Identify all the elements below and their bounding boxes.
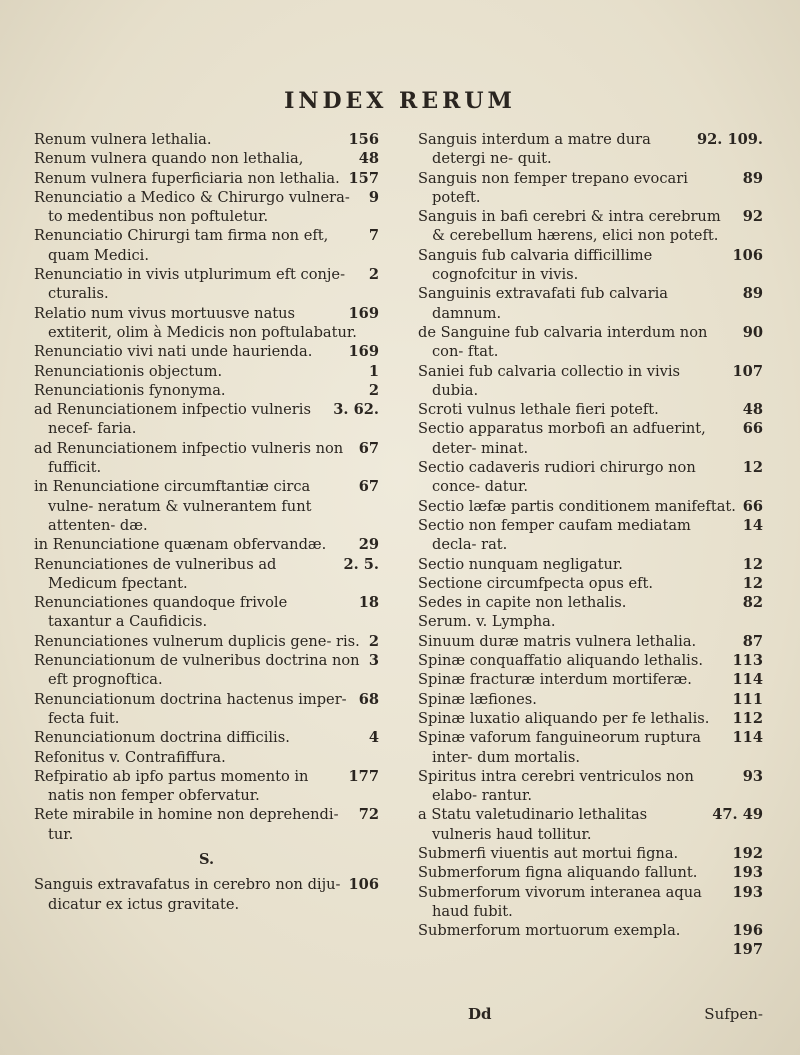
- index-entry: [34, 188, 379, 227]
- index-entry: [34, 304, 379, 343]
- page-ref: 12: [742, 459, 763, 477]
- index-entry: [418, 207, 763, 246]
- entry-text: de Sanguine fub calvaria interdum non con- ftat.: [418, 323, 708, 361]
- entry-text: Renunciationum doctrina hactenus imper- fecta fuit.: [34, 690, 347, 727]
- index-entry: [34, 226, 379, 265]
- entry-text: Renum vulnera fuperficiaria non lethalia.: [34, 169, 340, 187]
- page-ref: 4: [368, 729, 379, 747]
- page-ref: 169: [348, 304, 379, 322]
- page-ref: 87: [742, 632, 763, 650]
- page-ref: 114: [732, 729, 763, 747]
- page-ref: 93: [742, 767, 763, 785]
- entry-text: ad Renunciationem infpectio vulneris necef- faria.: [34, 401, 311, 438]
- page-ref: 89: [742, 285, 763, 303]
- entry-text: Renunciationis objectum.: [34, 362, 223, 380]
- entry-text: Sectio cadaveris rudiori chirurgo non conce- datur.: [418, 459, 696, 496]
- index-entry: [418, 593, 763, 612]
- page-ref: 72: [358, 806, 379, 824]
- page-ref: 9: [368, 188, 379, 206]
- index-entry: [418, 458, 763, 497]
- page-ref: 193: [732, 883, 763, 901]
- entry-text: Sanguis extravafatus in cerebro non diju- dicatur ex ictus gravitate.: [34, 876, 341, 913]
- index-entry: [418, 767, 763, 806]
- index-entry: [418, 805, 763, 844]
- entry-text: Renunciationum de vulneribus doctrina non eft prognoftica.: [34, 652, 360, 689]
- entry-text: Rete mirabile in homine non deprehendi- tur.: [34, 806, 339, 843]
- index-entry: [418, 709, 763, 728]
- entry-text: Serum. v. Lympha.: [418, 613, 556, 631]
- entry-text: Submerforum mortuorum exempla.: [418, 922, 681, 940]
- entry-text: Renunciatio in vivis utplurimum eft conje- cturalis.: [34, 266, 346, 303]
- index-entry: [34, 381, 379, 400]
- page-ref: 196: [732, 922, 763, 940]
- index-entry: [34, 805, 379, 844]
- entry-text: Sanguis in bafi cerebri & intra cerebrum & cerebellum hærens, elici non poteft.: [418, 208, 721, 245]
- entry-text: Sanguis fub calvaria difficillime cognofcitur in vivis.: [418, 246, 653, 284]
- page-ref: 67: [358, 478, 379, 496]
- index-entry: [34, 362, 379, 381]
- index-entry: [34, 265, 379, 304]
- signature-mark: Dd: [468, 1005, 492, 1023]
- index-entry: [418, 246, 763, 285]
- index-entry: [418, 284, 763, 323]
- index-entry: [418, 921, 763, 940]
- entry-text: Saniei fub calvaria collectio in vivis dubia.: [418, 362, 681, 399]
- entry-text: in Renunciatione circumftantiæ circa vulne- neratum & vulnerantem funt attenten- dæ.: [34, 478, 312, 534]
- entry-text: a Statu valetudinario lethalitas vulneris haud tollitur.: [418, 806, 648, 843]
- page-ref: 7: [368, 227, 379, 245]
- entry-text: Renunciatio vivi nati unde haurienda.: [34, 343, 313, 361]
- page-ref: 66: [742, 420, 763, 438]
- page-ref: 2: [368, 266, 379, 284]
- section-letter: S.: [198, 850, 215, 868]
- index-entry: [418, 651, 763, 670]
- index-entry: [418, 400, 763, 419]
- index-entry: [34, 535, 379, 554]
- page-ref: 106: [732, 246, 763, 264]
- page-ref: 82: [742, 594, 763, 612]
- right-column: [418, 130, 763, 960]
- entry-text: Submerforum vivorum interanea aqua haud fubit.: [418, 883, 702, 920]
- index-entry: [418, 728, 763, 767]
- index-entry: [418, 612, 763, 631]
- page-ref: 157: [348, 169, 379, 187]
- entry-text: Sectio non femper caufam mediatam decla- rat.: [418, 516, 691, 554]
- entry-text: Spinæ vaforum fanguineorum ruptura inter- dum mortalis.: [418, 729, 701, 766]
- index-entry: [34, 651, 379, 690]
- index-entry: [34, 767, 379, 806]
- index-entry: [418, 419, 763, 458]
- page-ref: 89: [742, 169, 763, 187]
- page-ref: 2: [368, 381, 379, 399]
- index-entry: [34, 439, 379, 478]
- entry-text: Refonitus v. Contrafiffura.: [34, 748, 226, 766]
- index-entry: [34, 748, 379, 767]
- page-ref: 14: [742, 516, 763, 534]
- entry-text: ad Renunciationem infpectio vulneris non fufficit.: [34, 439, 344, 477]
- index-entry: [34, 555, 379, 594]
- page-ref: 66: [742, 497, 763, 515]
- index-entry: [418, 863, 763, 882]
- page-header: INDEX RERUM: [284, 88, 516, 114]
- entry-text: Renunciationum doctrina difficilis.: [34, 729, 290, 747]
- catchword: Sufpen-: [704, 1005, 763, 1023]
- page-ref: 1: [368, 362, 379, 380]
- page-ref: 169: [348, 343, 379, 361]
- entry-text: Sinuum duræ matris vulnera lethalia.: [418, 632, 697, 650]
- entry-text: Spinæ læfiones.: [418, 690, 537, 708]
- page-ref: 192: [732, 844, 763, 862]
- entry-text: Sanguis interdum a matre dura detergi ne- quit.: [418, 131, 651, 168]
- page-ref: 47. 49: [712, 806, 763, 824]
- index-entry: [418, 690, 763, 709]
- entry-text: Spinæ fracturæ interdum mortiferæ.: [418, 671, 692, 689]
- page-ref: 48: [358, 150, 379, 168]
- entry-text: Renunciatio Chirurgi tam firma non eft, quam Medici.: [34, 227, 329, 264]
- page-ref: 90: [742, 323, 763, 341]
- page-ref: 12: [742, 574, 763, 592]
- entry-text: Spinæ conquaffatio aliquando lethalis.: [418, 652, 703, 670]
- page-ref: 29: [358, 536, 379, 554]
- index-entry: [34, 400, 379, 439]
- page-ref: 92: [742, 208, 763, 226]
- entry-text: Renunciationes de vulneribus ad Medicum fpectant.: [34, 555, 277, 592]
- page-ref: 67: [358, 439, 379, 457]
- page-ref: 112: [732, 709, 763, 727]
- page-ref: 18: [358, 594, 379, 612]
- index-entry: [418, 169, 763, 208]
- index-entry: [34, 875, 379, 914]
- page-ref: 68: [358, 690, 379, 708]
- page-ref: 107: [732, 362, 763, 380]
- entry-text: Renum vulnera quando non lethalia,: [34, 150, 304, 168]
- index-entry: [418, 844, 763, 863]
- entry-text: Sectio nunquam negligatur.: [418, 555, 623, 573]
- entry-text: Sectio apparatus morbofi an adfuerint, deter- minat.: [418, 420, 706, 457]
- entry-text: Submerfi viuentis aut mortui figna.: [418, 844, 679, 862]
- index-entry: [418, 632, 763, 651]
- index-entry: [34, 342, 379, 361]
- page-ref: 114: [732, 671, 763, 689]
- index-entry: [418, 883, 763, 922]
- index-entry: [34, 169, 379, 188]
- entry-text: Scroti vulnus lethale fieri poteft.: [418, 401, 659, 419]
- entry-text: Relatio num vivus mortuusve natus extiterit, olim à Medicis non poftulabatur.: [34, 304, 357, 341]
- entry-text: in Renunciatione quænam obfervandæ.: [34, 536, 327, 554]
- index-entry: [418, 555, 763, 574]
- page-ref: 177: [348, 767, 379, 785]
- index-entry: [418, 130, 763, 169]
- entry-text: Sectio læfæ partis conditionem manifeftat.: [418, 497, 736, 515]
- page-ref: 193: [732, 864, 763, 882]
- entry-text: Submerforum figna aliquando fallunt.: [418, 864, 698, 882]
- index-entry: [34, 728, 379, 747]
- index-entry: [418, 362, 763, 401]
- page-ref: 3. 62.: [333, 401, 379, 419]
- entry-text: Sanguinis extravafati fub calvaria damnum.: [418, 285, 668, 322]
- page-ref: 3: [368, 652, 379, 670]
- index-entry: [418, 497, 763, 516]
- index-entry: [34, 477, 379, 535]
- entry-text: Sanguis non femper trepano evocari poteft.: [418, 169, 688, 206]
- index-entry: [418, 574, 763, 593]
- page-ref: 12: [742, 555, 763, 573]
- entry-text: Renunciationis fynonyma.: [34, 381, 226, 399]
- page-ref: 197: [732, 941, 763, 959]
- page-ref: 48: [742, 401, 763, 419]
- page-ref: 2: [368, 632, 379, 650]
- index-entry: [34, 690, 379, 729]
- entry-text: Sedes in capite non lethalis.: [418, 594, 627, 612]
- page-ref: 2. 5.: [343, 555, 379, 573]
- index-entry: [418, 516, 763, 555]
- page-ref: 156: [348, 131, 379, 148]
- left-column: [34, 130, 379, 914]
- index-entry: [418, 670, 763, 689]
- index-entry: [418, 940, 763, 959]
- entry-text: Sectione circumfpecta opus eft.: [418, 574, 653, 592]
- index-entry: [34, 593, 379, 632]
- index-entry: [34, 149, 379, 168]
- entry-text: Spinæ luxatio aliquando per fe lethalis.: [418, 709, 710, 727]
- page-ref: 106: [348, 876, 379, 894]
- entry-text: Renunciatio a Medico & Chirurgo vulnera- to medentibus non poftuletur.: [34, 188, 350, 226]
- page-ref: 113: [732, 652, 763, 670]
- entry-text: Renum vulnera lethalia.: [34, 131, 212, 148]
- entry-text: Spiritus intra cerebri ventriculos non elabo- rantur.: [418, 767, 694, 805]
- entry-text: Refpiratio ab ipfo partus momento in natis non femper obfervatur.: [34, 767, 309, 805]
- index-entry: [34, 130, 379, 149]
- page-ref: 111: [732, 690, 763, 708]
- index-entry: [418, 323, 763, 362]
- index-entry: [34, 632, 379, 651]
- entry-text: Renunciationes vulnerum duplicis gene- ris.: [34, 632, 360, 650]
- entry-text: Renunciationes quandoque frivole taxantur a Caufidicis.: [34, 594, 288, 631]
- page-ref: 92. 109.: [696, 131, 763, 148]
